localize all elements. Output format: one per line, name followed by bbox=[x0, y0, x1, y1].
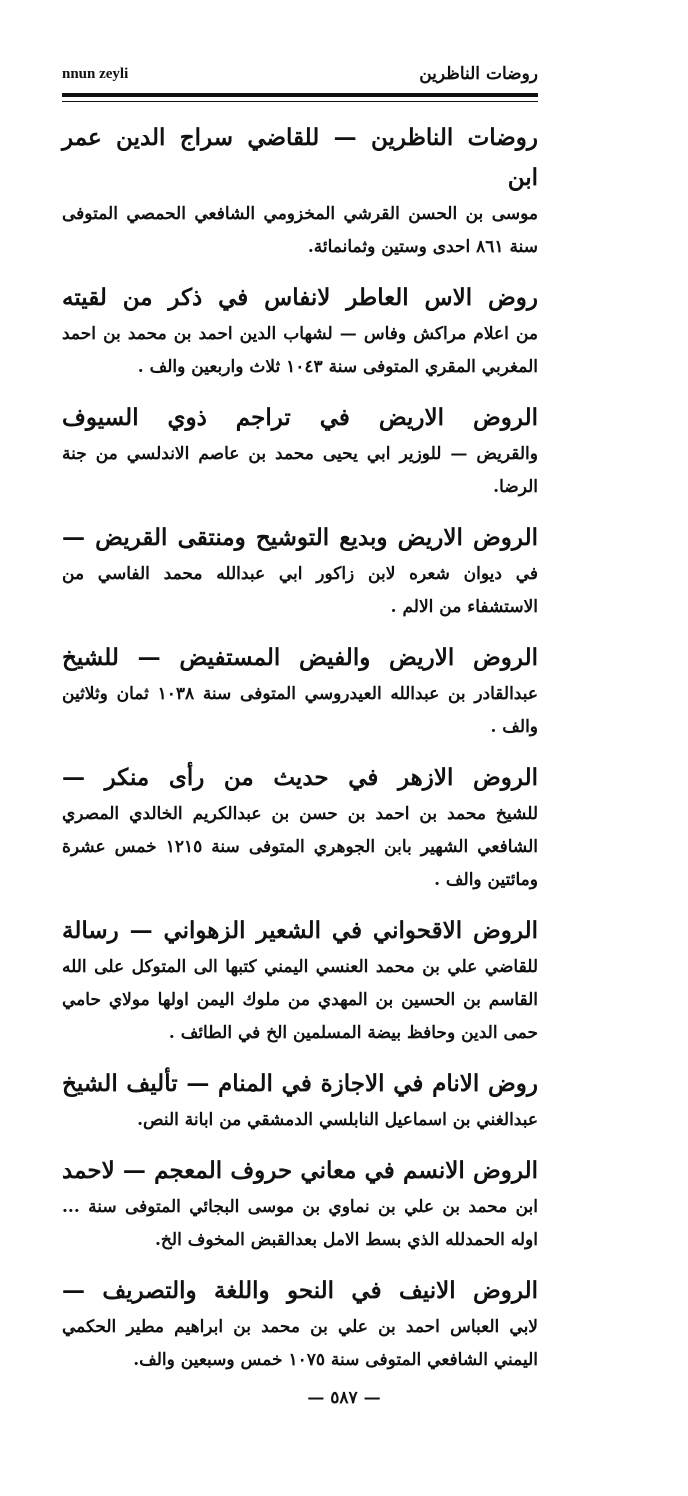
entry-title: الروض الاريض في تراجم ذوي السيوف bbox=[62, 404, 538, 431]
entry-title: روض الانام في الاجازة في المنام — تأليف الشيخ bbox=[62, 1070, 538, 1097]
entry-title: روض الاس العاطر لانفاس في ذكر من لقيته bbox=[62, 284, 538, 311]
entry-title: الروض الانسم في معاني حروف المعجم — لاحمد bbox=[62, 1157, 538, 1184]
page-header bbox=[62, 60, 538, 90]
entry-description: عبدالغني بن اسماعيل النابلسي الدمشقي من ابانة النص. bbox=[137, 1110, 538, 1130]
entries-list bbox=[62, 118, 538, 1391]
entry-title: الروض الاريض والفيض المستفيض — للشيخ bbox=[62, 644, 538, 671]
entry bbox=[62, 1151, 538, 1257]
entry-description: للقاضي علي بن محمد العنسي اليمني كتبها الى المتوكل على الله القاسم بن الحسين بن المهدي من ملوك اليمن اولها مولاي حامي حمى الدين وحافظ بيضة المسلمين الخ في الطائف . bbox=[62, 957, 538, 1043]
header-rule-thin bbox=[62, 101, 538, 102]
page-number: — ٥٨٧ — bbox=[307, 1388, 381, 1408]
entry-title: الروض الاريض وبديع التوشيح ومنتقى القريض — bbox=[62, 524, 538, 551]
entry bbox=[62, 278, 538, 384]
running-head-title: روضات الناظرين bbox=[419, 64, 538, 84]
header-rule-thick bbox=[62, 93, 538, 97]
entry-description: في ديوان شعره لابن زاكور ابي عبدالله محمد الفاسي من الاستشفاء من الالم . bbox=[62, 564, 538, 617]
entry-description: للشيخ محمد بن احمد بن حسن بن عبدالكريم الخالدي المصري الشافعي الشهير بابن الجوهري المتوفى سنة ١٢١٥ خمس عشرة ومائتين والف . bbox=[62, 804, 538, 890]
entry-description: من اعلام مراكش وفاس — لشهاب الدين احمد بن محمد بن احمد المغربي المقري المتوفى سنة ١٠٤٣ ثلاث واربعين والف . bbox=[62, 324, 538, 377]
entry-title: الروض الازهر في حديث من رأى منكر — bbox=[62, 764, 538, 791]
entry bbox=[62, 398, 538, 504]
entry bbox=[62, 911, 538, 1050]
entry bbox=[62, 758, 538, 897]
entry bbox=[62, 118, 538, 264]
entry-description: والقريض — للوزير ابي يحيى محمد بن عاصم الاندلسي من جنة الرضا. bbox=[62, 444, 538, 497]
running-head-label: nnun zeyli bbox=[62, 66, 129, 82]
entry-title: الروض الانيف في النحو واللغة والتصريف — bbox=[62, 1277, 538, 1304]
entry-description: موسى بن الحسن القرشي المخزومي الشافعي الحمصي المتوفى سنة ٨٦١ احدى وستين وثمانمائة. bbox=[62, 204, 538, 257]
entry-description: لابي العباس احمد بن علي بن محمد بن ابراهيم مطير الحكمي اليمني الشافعي المتوفى سنة ١٠٧٥ خمس وسبعين والف. bbox=[62, 1317, 538, 1370]
entry bbox=[62, 518, 538, 624]
entry-description: ابن محمد بن علي بن نماوي بن موسى البجائي المتوفى سنة ... اوله الحمدلله الذي بسط الامل بعدالقبض المخوف الخ. bbox=[62, 1197, 538, 1250]
entry-title: روضات الناظرين — للقاضي سراج الدين عمر ابن bbox=[62, 124, 538, 191]
entry bbox=[62, 638, 538, 744]
entry-title: الروض الاقحواني في الشعير الزهواني — رسالة bbox=[62, 917, 538, 944]
entry bbox=[62, 1271, 538, 1377]
entry bbox=[62, 1064, 538, 1137]
entry-description: عبدالقادر بن عبدالله العيدروسي المتوفى سنة ١٠٣٨ ثمان وثلاثين والف . bbox=[62, 684, 538, 737]
